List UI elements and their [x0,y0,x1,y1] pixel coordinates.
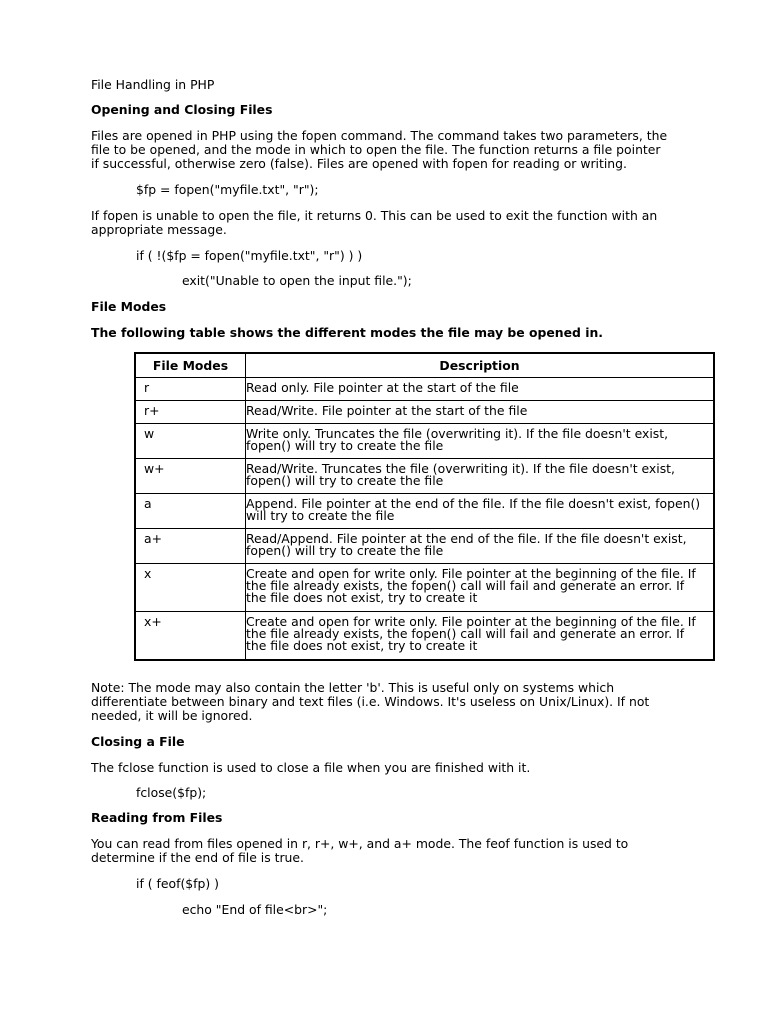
code-if-feof: if ( feof($fp) ) [136,876,219,891]
table-header-row [135,353,714,378]
table-row [135,612,714,661]
heading-reading-files: Reading from Files [91,810,223,825]
description-cell: Create and open for write only. File pointer at the beginning of the file. If the file already exists, the fopen() call will fail and generate an error. If the file does not exist, try to create it [246,564,715,612]
table-row [135,424,714,459]
fclose-para: The fclose function is used to close a file when you are finished with it. [91,760,531,775]
description-cell: Read/Write. Truncates the file (overwriting it). If the file doesn't exist, fopen() will try to create the file [246,459,715,494]
mode-cell: a+ [135,529,246,564]
mode-cell: a [135,494,246,529]
fopen-fail-line-1: If fopen is unable to open the file, it returns 0. This can be used to exit the function with an [91,208,658,223]
mode-cell: w+ [135,459,246,494]
description-cell: Read/Write. File pointer at the start of the file [246,401,715,424]
code-exit: exit("Unable to open the input file."); [182,273,412,288]
code-echo-eof: echo "End of file<br>"; [182,902,328,917]
note-line-1: Note: The mode may also contain the letter 'b'. This is useful only on systems which [91,680,615,695]
file-modes-table [134,352,715,661]
code-if-fopen: if ( !($fp = fopen("myfile.txt", "r") ) ) [136,248,363,263]
table-row [135,401,714,424]
reading-para-line-1: You can read from files opened in r, r+, w+, and a+ mode. The feof function is used to [91,836,629,851]
mode-cell: x+ [135,612,246,661]
mode-cell: r+ [135,401,246,424]
note-line-3: needed, it will be ignored. [91,708,253,723]
column-header-file-modes: File Modes [135,353,246,378]
table-row [135,459,714,494]
fopen-fail-line-2: appropriate message. [91,222,227,237]
heading-closing-file: Closing a File [91,734,185,749]
mode-cell: x [135,564,246,612]
code-fclose: fclose($fp); [136,785,207,800]
description-cell: Write only. Truncates the file (overwriting it). If the file doesn't exist, fopen() will try to create the file [246,424,715,459]
code-fopen: $fp = fopen("myfile.txt", "r"); [136,182,319,197]
mode-cell: w [135,424,246,459]
reading-para-line-2: determine if the end of file is true. [91,850,304,865]
table-row [135,564,714,612]
table-row [135,529,714,564]
description-cell: Read/Append. File pointer at the end of the file. If the file doesn't exist, fopen() will try to create the file [246,529,715,564]
table-row [135,378,714,401]
opening-para-line-3: if successful, otherwise zero (false). Files are opened with fopen for reading or writing. [91,156,627,171]
document-title: File Handling in PHP [91,77,215,92]
opening-para-line-2: file to be opened, and the mode in which to open the file. The function returns a file pointer [91,142,661,157]
table-row [135,494,714,529]
description-cell: Read only. File pointer at the start of the file [246,378,715,401]
description-cell: Create and open for write only. File pointer at the beginning of the file. If the file already exists, the fopen() call will fail and generate an error. If the file does not exist, try to create it [246,612,715,661]
note-line-2: differentiate between binary and text files (i.e. Windows. It's useless on Unix/Linux). If not [91,694,650,709]
heading-file-modes: File Modes [91,299,167,314]
opening-para-line-1: Files are opened in PHP using the fopen command. The command takes two parameters, the [91,128,668,143]
mode-cell: r [135,378,246,401]
modes-intro: The following table shows the different modes the file may be opened in. [91,325,603,340]
description-cell: Append. File pointer at the end of the file. If the file doesn't exist, fopen() will try to create the file [246,494,715,529]
column-header-description: Description [246,353,715,378]
heading-opening-closing: Opening and Closing Files [91,102,273,117]
